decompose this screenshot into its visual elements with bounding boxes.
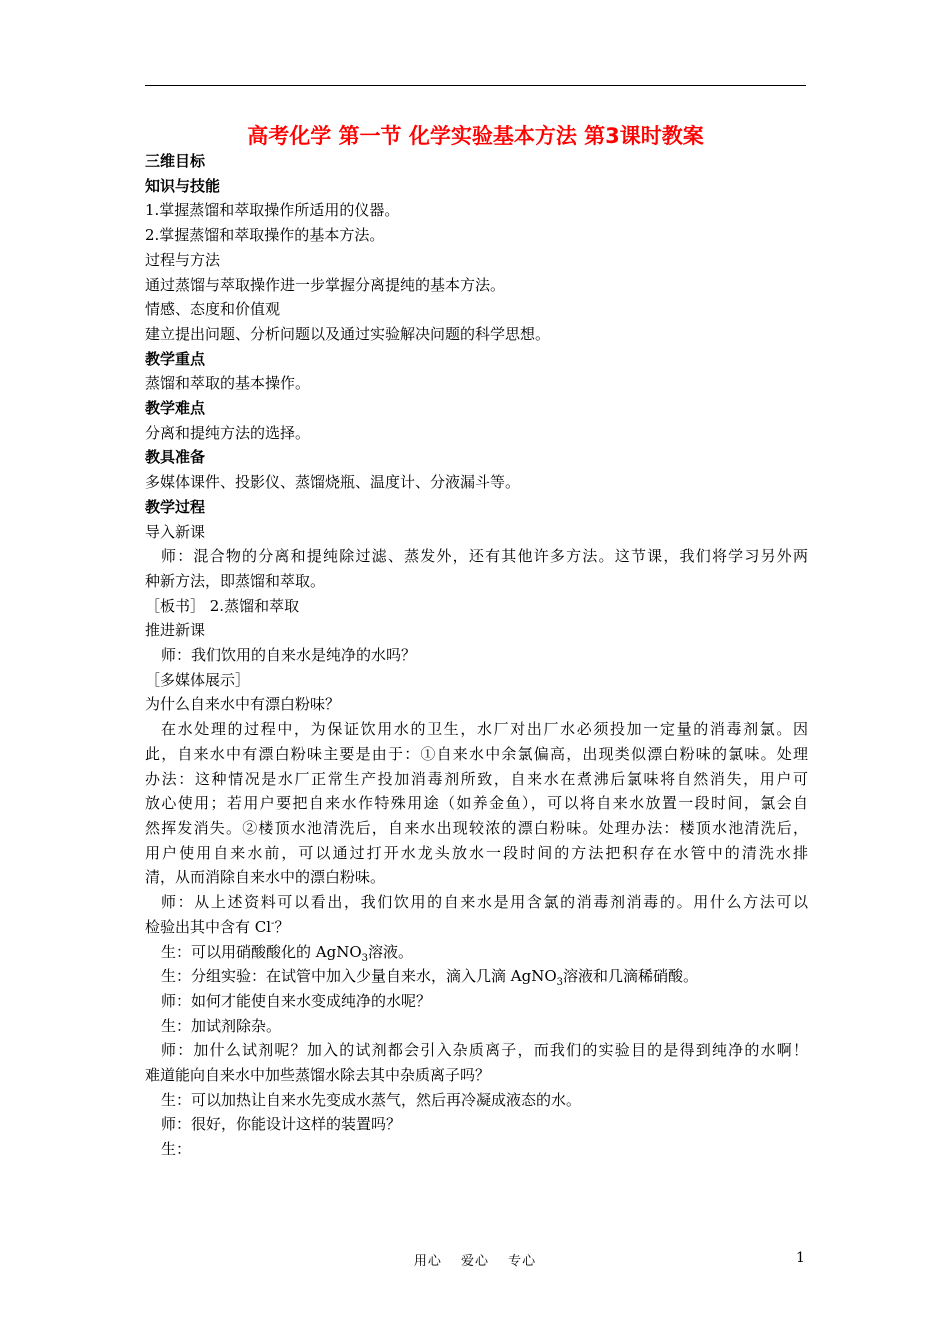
- subsection-heading: 导入新课: [145, 522, 206, 541]
- paragraph: 生：: [161, 1140, 192, 1159]
- subsection-heading: 情感、态度和价值观: [145, 300, 281, 319]
- paragraph: 1.掌握蒸馏和萃取操作所适用的仪器。: [145, 201, 400, 220]
- paragraph: [145, 940, 808, 965]
- text-run: 生：分组实验：在试管中加入少量自来水，滴入几滴 AgNO: [161, 967, 557, 986]
- paragraph: 师：很好，你能设计这样的装置吗？: [161, 1115, 402, 1134]
- paragraph-line: 然挥发消失。②楼顶水池清洗后，自来水出现较浓的漂白粉味。处理办法：楼顶水池清洗后，: [145, 818, 808, 837]
- subsection-heading: 推进新课: [145, 621, 206, 640]
- section-heading: 教学重点: [145, 349, 206, 368]
- paragraph-line: 用户使用自来水前，可以通过打开水龙头放水一段时间的方法把积存在水管中的清洗水排: [145, 843, 808, 862]
- page-number: 1: [796, 1250, 805, 1266]
- paragraph: 2.掌握蒸馏和萃取操作的基本方法。: [145, 226, 385, 245]
- footer-motto: 用心 爱心 专心: [413, 1254, 537, 1269]
- text-run: 溶液和几滴稀硝酸。: [563, 967, 699, 986]
- section-heading: 教学过程: [145, 497, 206, 516]
- document-title: 高考化学 第一节 化学实验基本方法 第3课时教案: [247, 124, 704, 148]
- text-run: 生：可以用硝酸酸化的 AgNO: [161, 942, 362, 961]
- section-heading: 教具准备: [145, 448, 206, 467]
- paragraph: 蒸馏和萃取的基本操作。: [145, 374, 311, 393]
- paragraph-line: 放心使用；若用户要把自来水作特殊用途（如养金鱼），可以将自来水放置一段时间，氯会自: [145, 794, 808, 813]
- section-heading: 知识与技能: [145, 176, 221, 195]
- text-run: 检验出其中含有 Cl: [145, 917, 272, 936]
- paragraph: 生：加试剂除杂。: [161, 1016, 282, 1035]
- paragraph-line: 此，自来水中有漂白粉味主要是由于：①自来水中余氯偏高，出现类似漂白粉味的氯味。处理: [145, 744, 808, 763]
- paragraph-line: 难道能向自来水中加些蒸馏水除去其中杂质离子吗？: [145, 1066, 491, 1085]
- paragraph: 分离和提纯方法的选择。: [145, 423, 311, 442]
- paragraph-line: 师：混合物的分离和提纯除过滤、蒸发外，还有其他许多方法。这节课，我们将学习另外两: [161, 547, 808, 566]
- media-note: ［多媒体展示］: [145, 670, 251, 689]
- paragraph: 多媒体课件、投影仪、蒸馏烧瓶、温度计、分液漏斗等。: [145, 473, 521, 492]
- board-note: ［板书］ 2.蒸馏和萃取: [145, 596, 300, 615]
- paragraph-line: 师：从上述资料可以看出，我们饮用的自来水是用含氯的消毒剂消毒的。用什么方法可以: [161, 893, 808, 912]
- paragraph: 生：可以加热让自来水先变成水蒸气，然后再冷凝成液态的水。: [161, 1090, 582, 1109]
- text-run: ？: [274, 917, 290, 936]
- paragraph-line: 在水处理的过程中，为保证饮用水的卫生，水厂对出厂水必须投加一定量的消毒剂氯。因: [161, 720, 808, 739]
- paragraph-line: 清，从而消除自来水中的漂白粉味。: [145, 868, 386, 887]
- section-heading: 教学难点: [145, 399, 206, 418]
- text-run: 溶液。: [368, 942, 414, 961]
- paragraph: 建立提出问题、分析问题以及通过实验解决问题的科学思想。: [145, 324, 551, 343]
- paragraph-line: 师：加什么试剂呢？加入的试剂都会引入杂质离子，而我们的实验目的是得到纯净的水啊！: [161, 1041, 808, 1060]
- section-heading: 三维目标: [145, 152, 206, 170]
- header-rule: [145, 85, 806, 86]
- question: 为什么自来水中有漂白粉味？: [145, 695, 341, 714]
- paragraph: 师：我们饮用的自来水是纯净的水吗？: [161, 646, 417, 665]
- paragraph: 通过蒸馏与萃取操作进一步掌握分离提纯的基本方法。: [145, 275, 506, 294]
- paragraph-line: 办法：这种情况是水厂正常生产投加消毒剂所致，自来水在煮沸后氯味将自然消失，用户可: [145, 769, 808, 788]
- subscript: 3: [556, 977, 564, 989]
- subscript: 3: [361, 952, 369, 964]
- document-body: [145, 149, 808, 1162]
- superscript: -: [271, 917, 275, 929]
- paragraph: [145, 964, 808, 989]
- subsection-heading: 过程与方法: [145, 250, 221, 269]
- paragraph-line: 种新方法，即蒸馏和萃取。: [145, 571, 326, 590]
- paragraph: 师：如何才能使自来水变成纯净的水呢？: [161, 991, 432, 1010]
- paragraph-line: [145, 915, 808, 940]
